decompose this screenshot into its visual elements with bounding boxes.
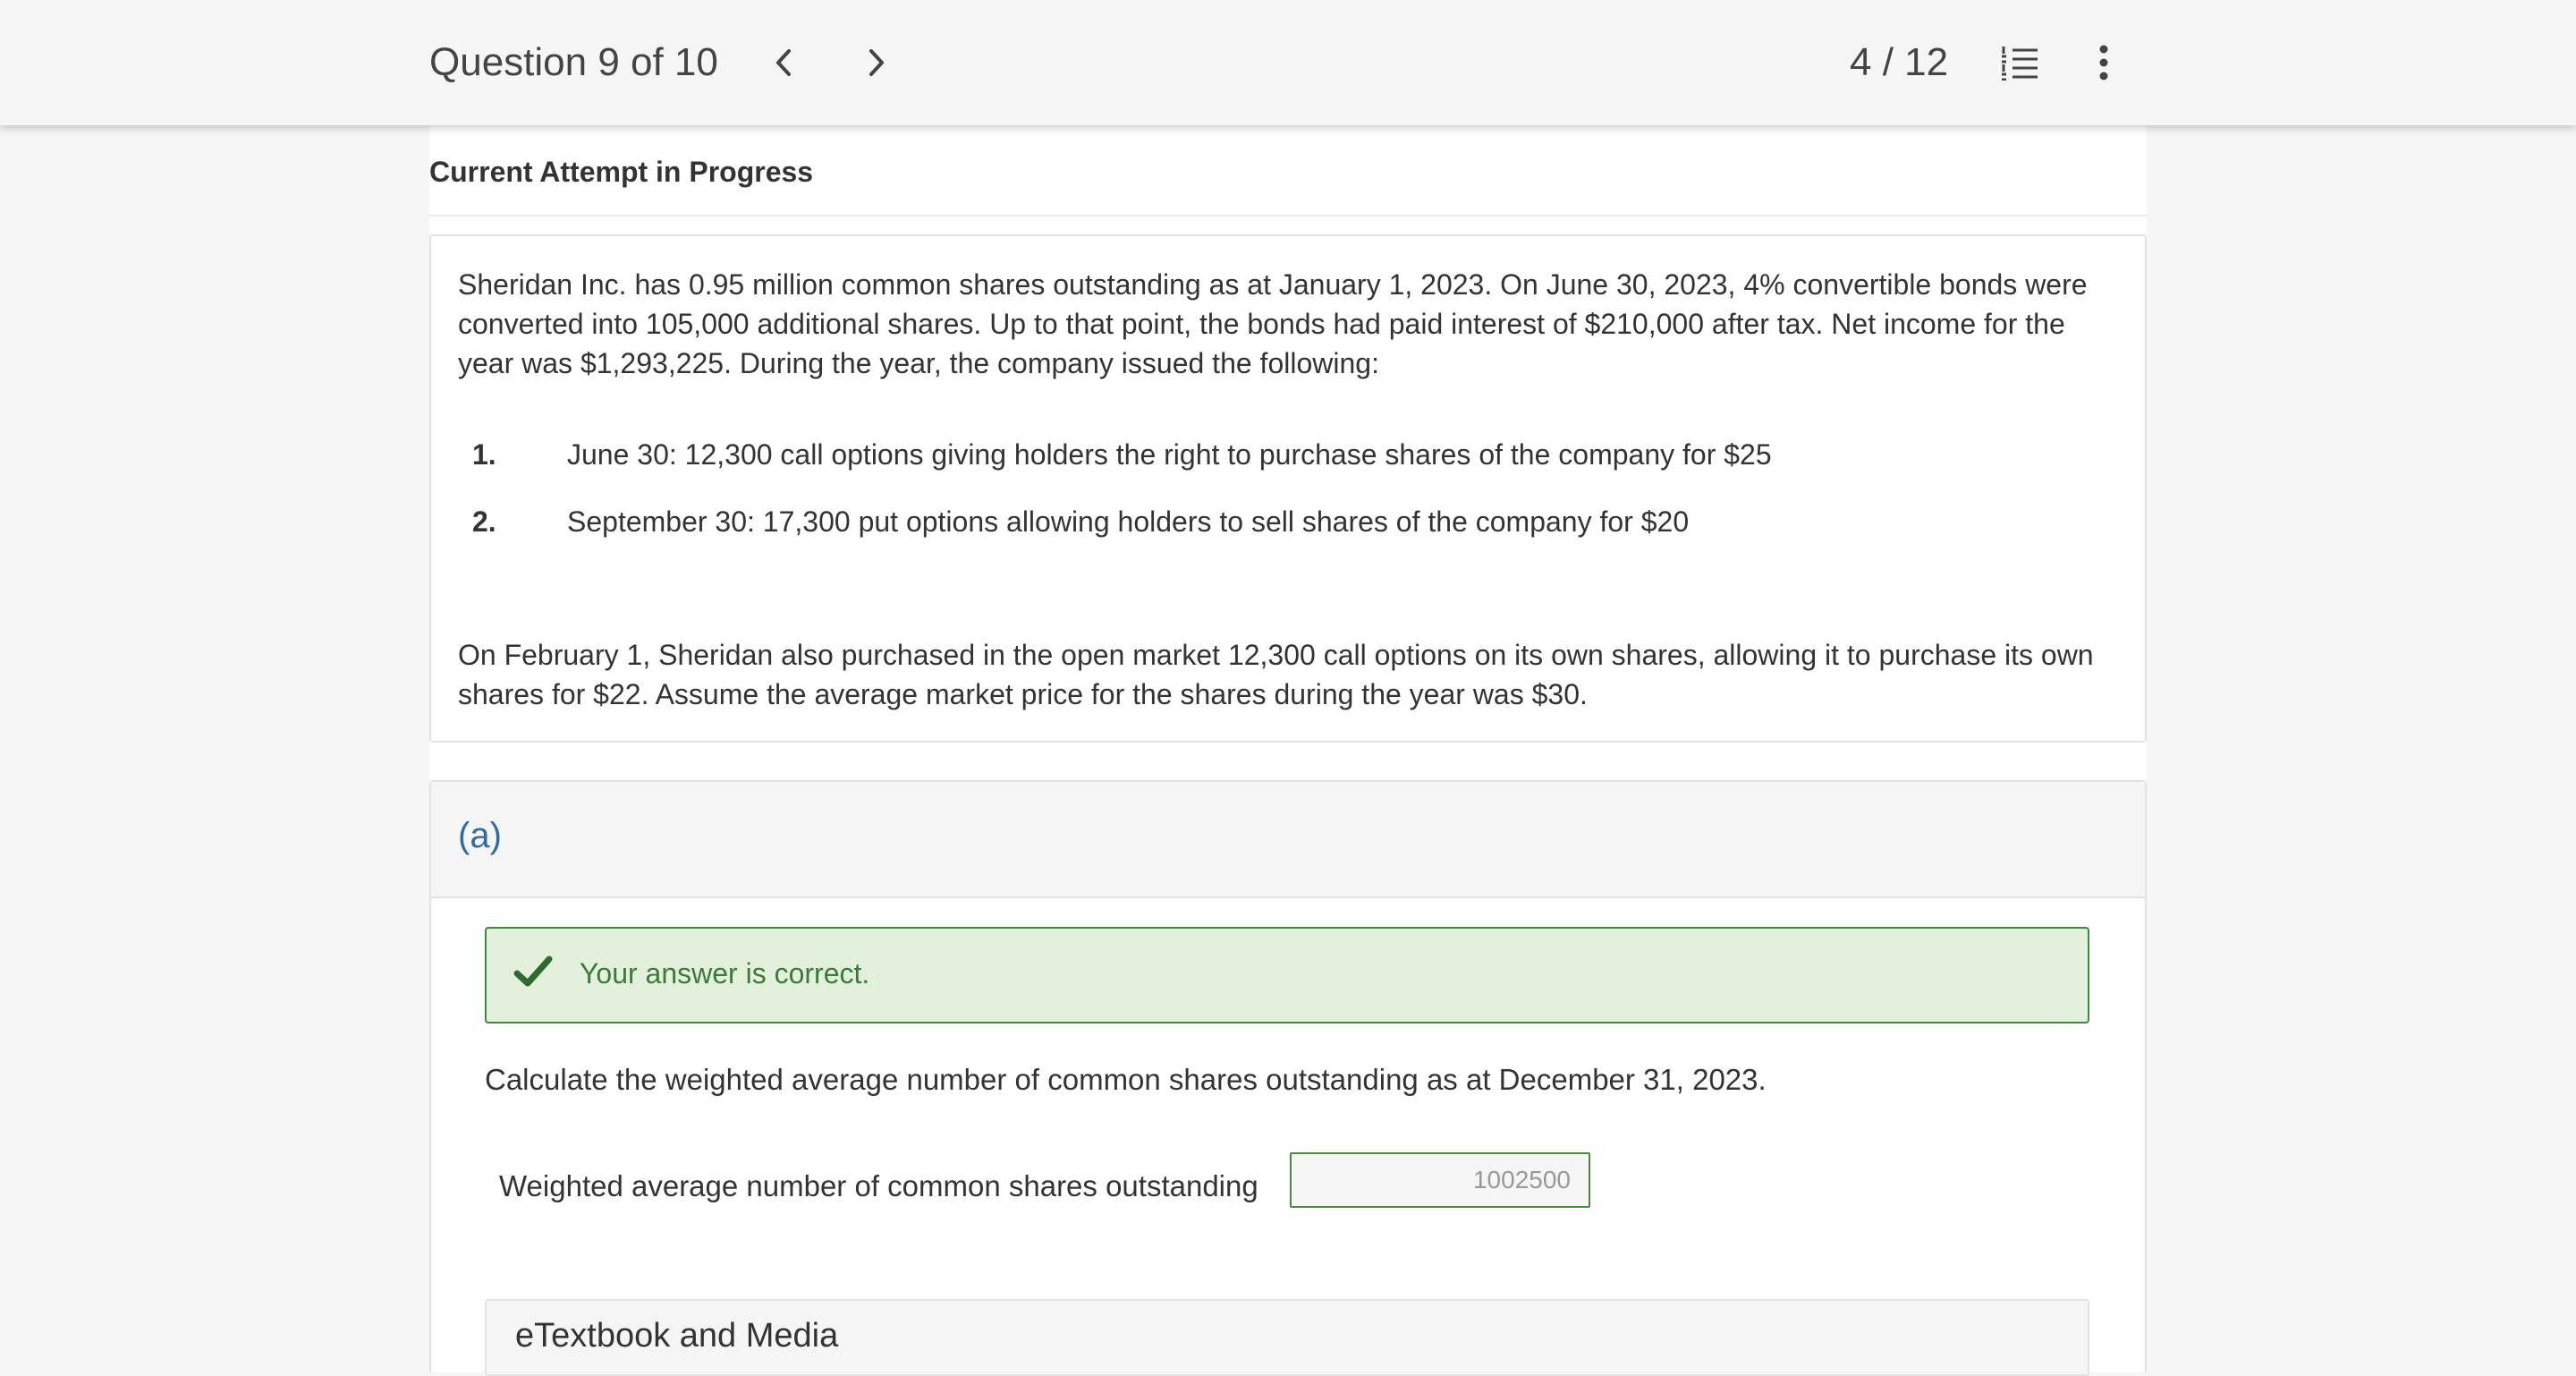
chevron-left-icon [774,47,793,78]
question-title: Question 9 of 10 [429,40,718,84]
divider [429,215,2147,217]
checkmark-icon [513,954,553,990]
main-content [429,125,2147,1365]
page-count: 4 / 12 [1850,40,1949,84]
part-header [431,782,2145,898]
more-options-button[interactable] [2075,34,2132,91]
part-instruction: Calculate the weighted average number of common shares outstanding as at December 31, 2023. [485,1063,1767,1096]
list-item-number: 1. [472,438,496,471]
etextbook-label: eTextbook and Media [515,1317,839,1355]
question-intro: Sheridan Inc. has 0.95 million common shares outstanding as at January 1, 2023. On June 30, 2023, 4% convertible bonds were converted into 105,000 additional shares. Up to that point, the bonds had paid interest of $210,000 after tax. Net income for the year was $1,293,225. During the year, the company issued the following: [458,268,2088,379]
previous-question-button[interactable] [757,32,810,93]
more-vertical-icon [2098,45,2109,81]
question-box [429,234,2147,743]
feedback-text: Your answer is correct. [580,957,870,990]
etextbook-media-button[interactable] [485,1299,2089,1376]
top-bar [0,0,2576,125]
list-item-number: 2. [472,505,496,538]
part-a-section [429,780,2147,1372]
correct-feedback [485,927,2089,1024]
question-list-button[interactable] [1991,34,2048,91]
part-label: (a) [458,816,502,855]
list-item-text: June 30: 12,300 call options giving holders the right to purchase shares of the company for $25 [567,438,1772,471]
next-question-button[interactable] [850,32,903,93]
answer-label: Weighted average number of common shares outstanding [499,1169,1258,1202]
question-closing: On February 1, Sheridan also purchased in the open market 12,300 call options on its own shares, allowing it to purchase its own shares for $22. Assume the average market price for the shares during the year was $30. [458,639,2094,710]
answer-input[interactable] [1290,1152,1590,1208]
numbered-list-icon [2000,45,2039,81]
attempt-status: Current Attempt in Progress [429,156,814,188]
chevron-right-icon [867,47,886,78]
list-item-text: September 30: 17,300 put options allowing holders to sell shares of the company for $20 [567,505,1690,538]
